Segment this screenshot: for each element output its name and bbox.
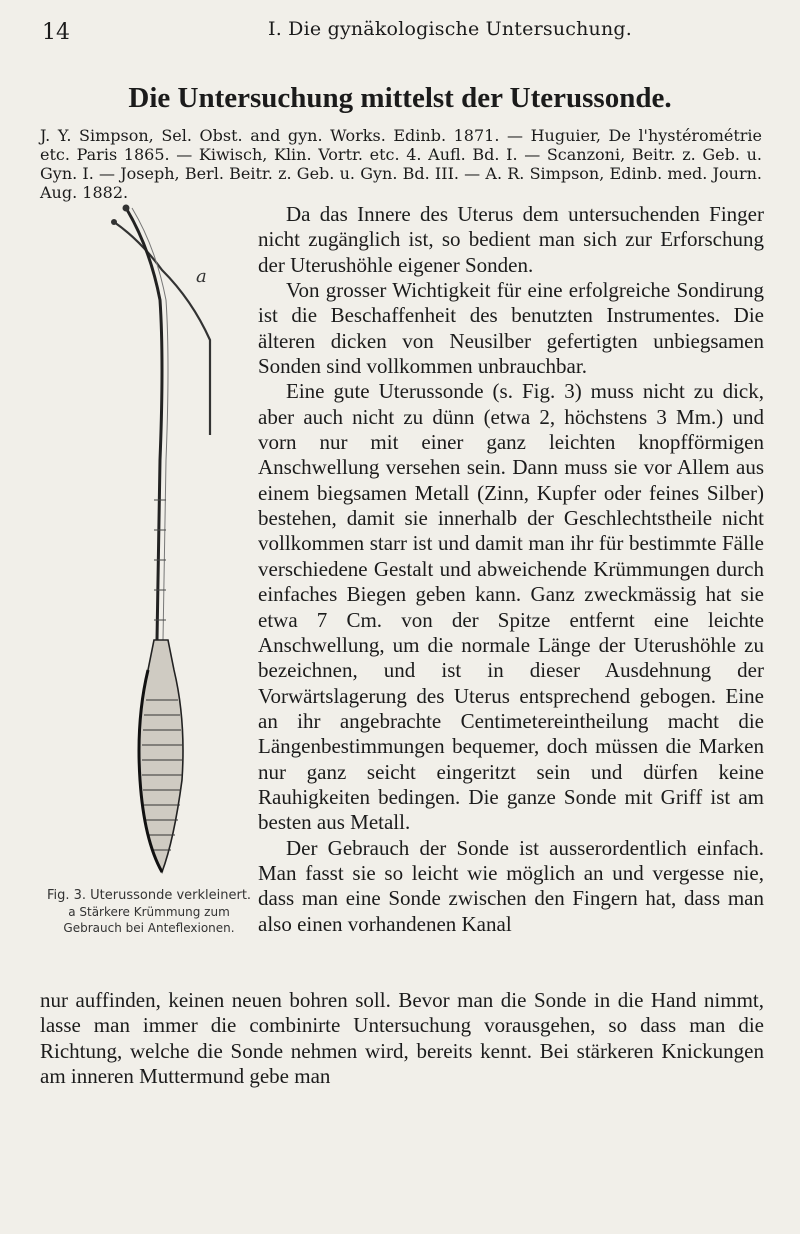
paragraph-2: Von grosser Wichtigkeit für eine erfolgreiche Sondirung ist die Beschaffenheit des benutzten Instrumentes. Die älteren dicken von Neusilber gefertigten unbiegsamen Sonden sind vollkommen unbrauchbar. bbox=[258, 278, 764, 379]
paragraph-4-start: Der Gebrauch der Sonde ist ausserordentlich einfach. Man fasst sie so leicht wie möglich an und vergesse nie, dass man eine Sonde zwischen den Fingern hat, dass man also einen vorhandenen Kanal bbox=[258, 835, 764, 936]
body-text-column bbox=[258, 202, 764, 937]
figure-caption bbox=[40, 888, 258, 936]
caption-subtitle: a Stärkere Krümmung zum Gebrauch bei Anteflexionen. bbox=[63, 905, 235, 935]
references: J. Y. Simpson, Sel. Obst. and gyn. Works. Edinb. 1871. — Huguier, De l'hystérométrie etc. Paris 1865. — Kiwisch, Klin. Vortr. etc. 4. Aufl. Bd. I. — Scanzoni, Beitr. z. Geb. u. Gyn. I. — Joseph, Berl. Beitr. z. Geb. u. Gyn. Bd. III. — A. R. Simpson, Edinb. med. Journ. Aug. 1882. bbox=[40, 126, 762, 202]
paragraph-1: Da das Innere des Uterus dem untersuchenden Finger nicht zugänglich ist, so bedient man sich zur Erforschung der Uterushöhle eigener Sonden. bbox=[258, 202, 764, 277]
uterine-sound-figure bbox=[102, 200, 252, 890]
caption-title: Fig. 3. Uterussonde verkleinert. bbox=[46, 888, 252, 903]
body-text-full-width bbox=[40, 988, 764, 1089]
paragraph-4-end: nur auffinden, keinen neuen bohren soll. Bevor man die Sonde in die Hand nimmt, lasse man immer die combinirte Untersuchung vorausgehen, so dass man die Richtung, welche die Sonde nehmen wird, bereits kennt. Bei stärkeren Knickungen am inneren Muttermund gebe man bbox=[40, 988, 764, 1089]
section-title: Die Untersuchung mittelst der Uterussonde. bbox=[128, 82, 672, 114]
paragraph-3: Eine gute Uterussonde (s. Fig. 3) muss nicht zu dick, aber auch nicht zu dünn (etwa 2, höchstens 3 Mm.) und vorn nur mit einer ganz leichten knopfförmigen Anschwellung versehen sein. Dann muss sie vor Allem aus einem biegsamen Metall (Zinn, Kupfer oder feines Silber) bestehen, damit sie innerhalb der Geschlechtstheile nicht vollkommen starr ist und damit man ihr für bestimmte Fälle verschiedene Gestalt und abweichende Krümmungen durch einfaches Biegen geben kann. Ganz zweckmässig hat sie etwa 7 Cm. von der Spitze entfernt eine leichte Anschwellung, um die normale Länge der Uterushöhle zu bezeichnen, und ist in dieser Ausdehnung der Vorwärtslagerung des Uterus entsprechend gebogen. Eine an ihr angebrachte Centimetereintheilung macht die Längenbestimmungen bequemer, doch müssen die Marken nur ganz seicht eingeritzt sein und dürfen keine Rauhigkeiten bedingen. Die ganze Sonde mit Griff ist am besten aus Metall. bbox=[258, 379, 764, 835]
running-header: I. Die gynäkologische Untersuchung. bbox=[268, 18, 633, 40]
figure-label-a: a bbox=[196, 266, 207, 287]
page-number: 14 bbox=[42, 20, 70, 45]
